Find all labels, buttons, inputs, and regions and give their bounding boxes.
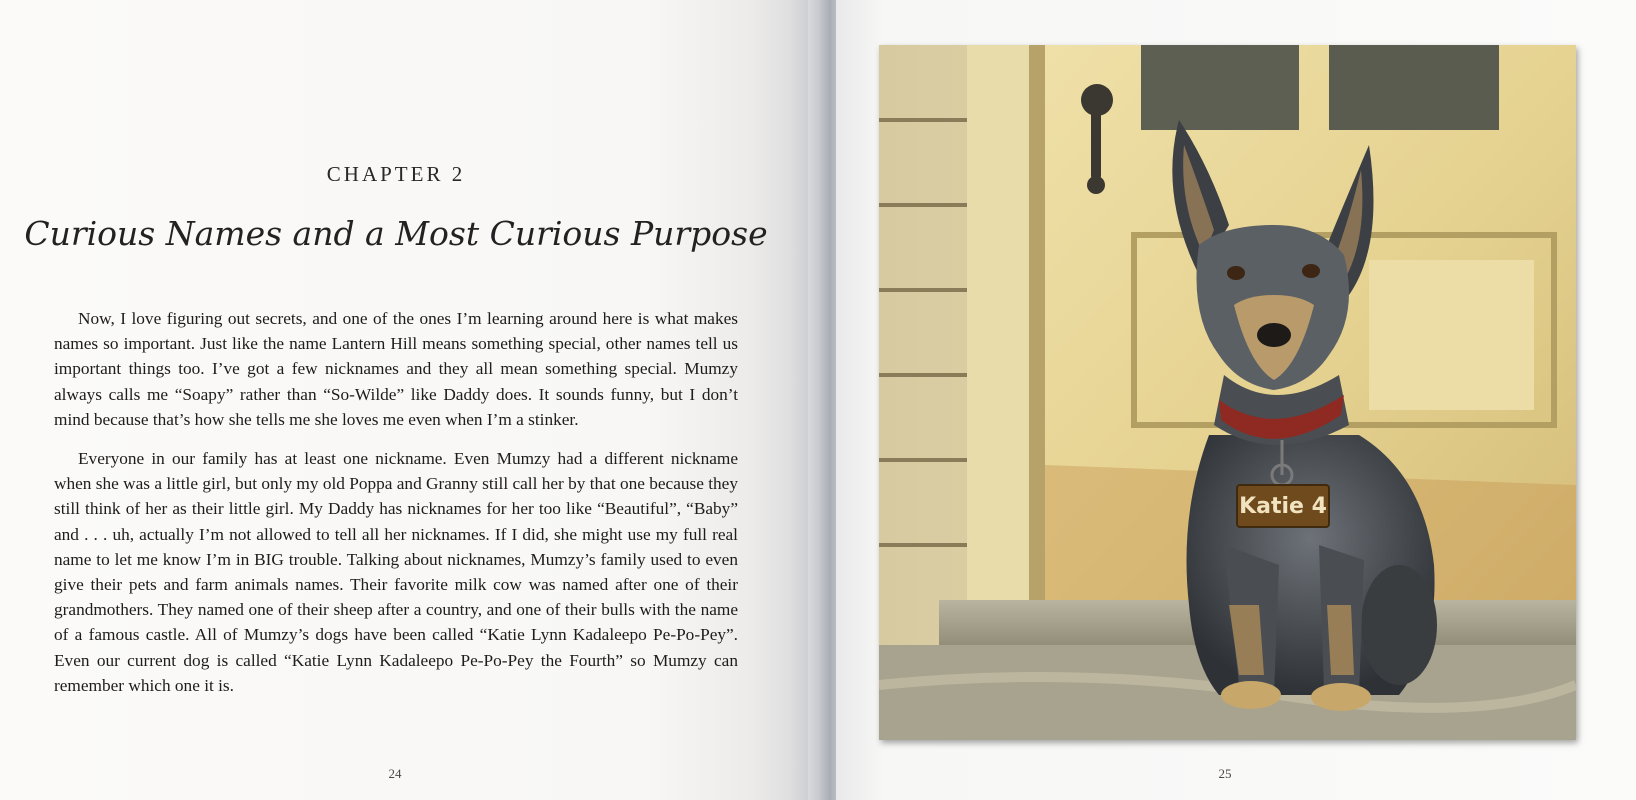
door-window-left <box>1141 45 1299 130</box>
dog-illustration <box>879 45 1576 740</box>
body-text <box>54 306 738 712</box>
dog-paw-right <box>1311 683 1371 711</box>
page-number-left: 24 <box>388 766 402 781</box>
dog-eye-left <box>1227 266 1245 280</box>
paragraph-1: Now, I love figuring out secrets, and one of the ones I’m learning around here is what makes names so important. Just like the name Lantern Hill means something special, other names tell us important things too. I’ve got a few nicknames and they all mean something special. Mumzy always calls me “Soapy” rather than “So-Wilde” like Daddy does. It sounds funny, but I don’t mind because that’s how she tells me she loves me even when I’m a stinker. <box>54 309 738 429</box>
dog-name-tag <box>1237 485 1329 527</box>
paragraph-2: Everyone in our family has at least one nickname. Even Mumzy had a different nickname when she was a little girl, but only my old Poppa and Granny still call her by that one because they still think of her as their little girl. My Daddy has nicknames for her too like “Beautiful”, “Baby” and . . . uh, actually I’m not allowed to tell all her nicknames. If I did, she might use my full real name to let me know I’m in BIG trouble. Talking about nicknames, Mumzy’s family used to even give their pets and farm animals names. Their favorite milk cow was named after one of their grandmothers. They named one of their sheep after a country, and one of their bulls with the name of a famous castle. All of Mumzy’s dogs have been called “Katie Lynn Kadaleepo Pe-Po-Pey”. Even our current dog is called “Katie Lynn Kadaleepo Pe-Po-Pey the Fourth” so Mumzy can remember which one it is. <box>54 449 738 695</box>
dog-paw-left <box>1221 681 1281 709</box>
door-window-right <box>1329 45 1499 130</box>
left-page <box>0 0 808 800</box>
dog-name-tag-text: Katie 4 <box>1239 494 1327 519</box>
dog-nose <box>1257 323 1291 347</box>
dog-painting-svg <box>879 45 1576 740</box>
door-frame <box>967 45 1032 645</box>
page-number-right: 25 <box>1218 766 1232 781</box>
chapter-label: CHAPTER 2 <box>326 162 466 186</box>
chapter-title: Curious Names and a Most Curious Purpose <box>24 214 768 253</box>
dog-eye-right <box>1302 264 1320 278</box>
